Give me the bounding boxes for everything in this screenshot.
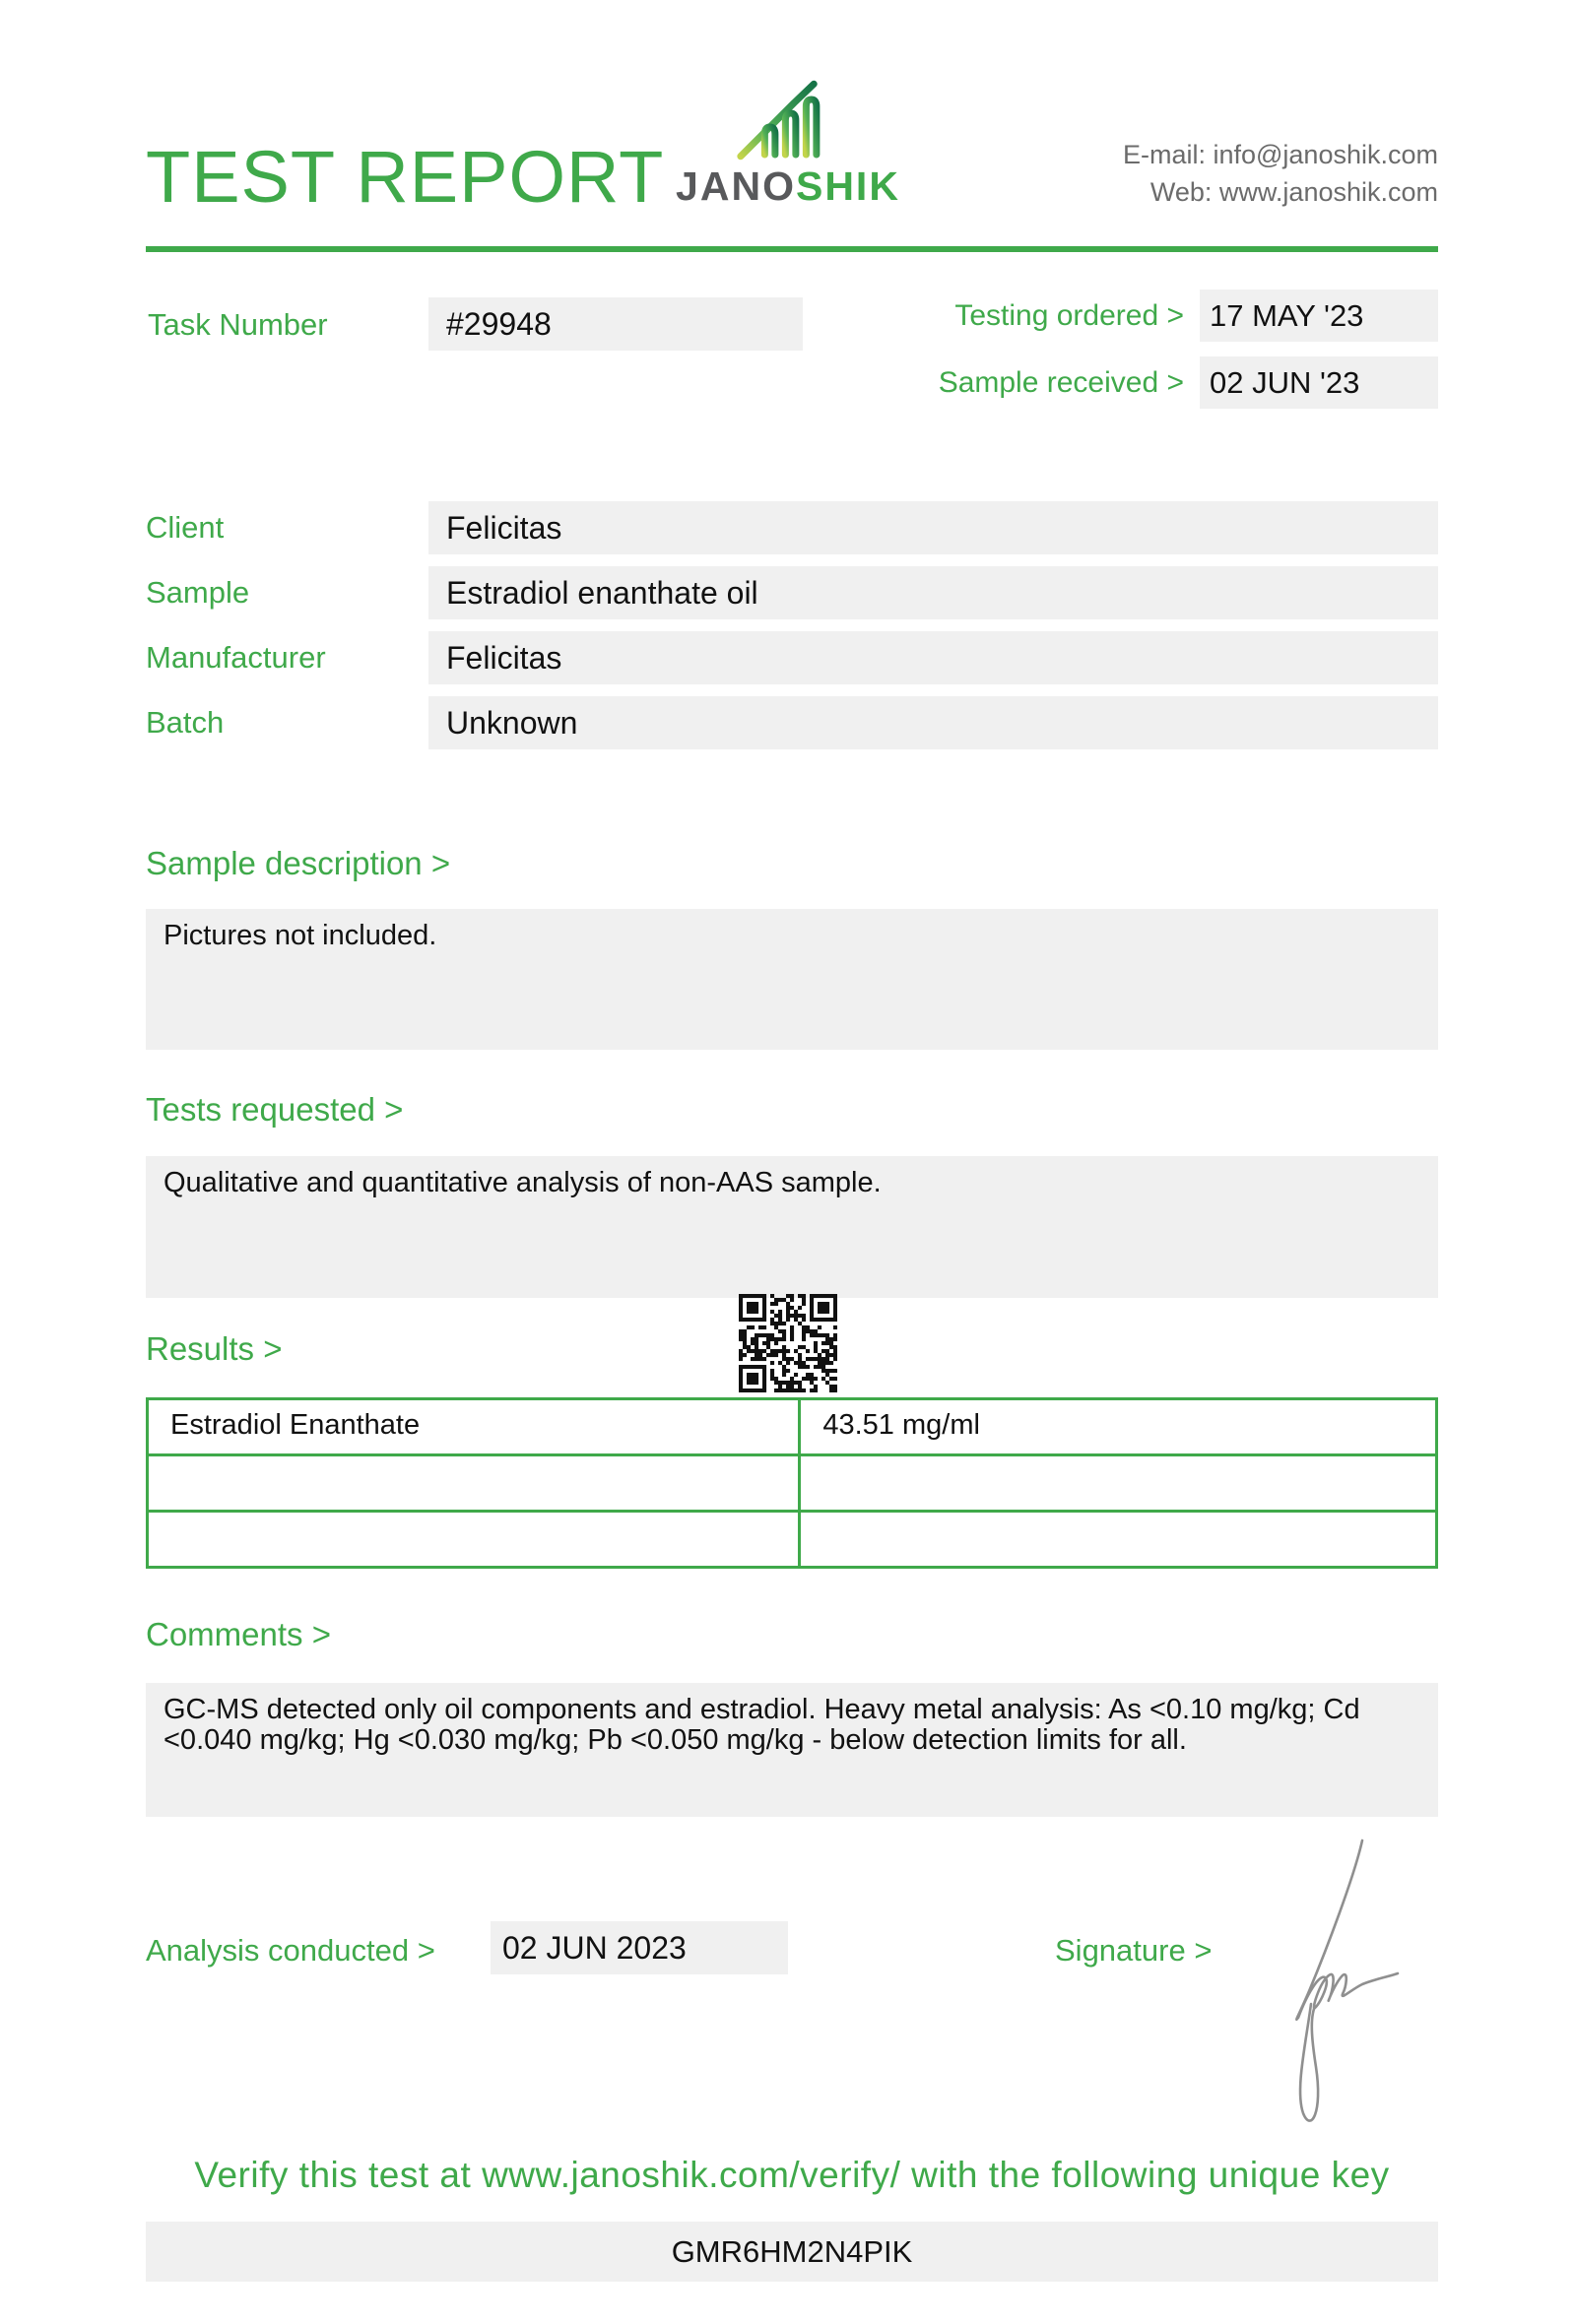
comments-heading: Comments > xyxy=(146,1616,331,1652)
analysis-date-value: 02 JUN 2023 xyxy=(491,1921,788,1974)
sample-description-body: Pictures not included. xyxy=(146,909,1438,1050)
batch-value: Unknown xyxy=(428,696,1438,749)
manufacturer-row xyxy=(146,631,1438,684)
verify-instruction: Verify this test at www.janoshik.com/verify/ with the following unique key xyxy=(194,2155,1390,2195)
client-value: Felicitas xyxy=(428,501,1438,554)
page-title: TEST REPORT xyxy=(146,136,665,218)
sample-received-value: 02 JUN '23 xyxy=(1200,356,1438,409)
batch-row xyxy=(146,696,1438,749)
info-fields xyxy=(146,501,1438,749)
result-name xyxy=(148,1455,800,1512)
sample-label: Sample xyxy=(146,575,250,610)
testing-ordered-row xyxy=(939,290,1438,342)
manufacturer-label: Manufacturer xyxy=(146,640,326,675)
result-name: Estradiol Enanthate xyxy=(148,1399,800,1455)
tests-requested-body: Qualitative and quantitative analysis of non-AAS sample. xyxy=(146,1156,1438,1298)
result-value xyxy=(800,1512,1437,1568)
comments-body: GC-MS detected only oil components and estradiol. Heavy metal analysis: As <0.10 mg/kg; Cd <0.040 mg/kg; Hg <0.030 mg/kg; Pb <0.050 mg/kg - below detection limits for all. xyxy=(146,1683,1438,1817)
table-row xyxy=(148,1455,1437,1512)
results-table xyxy=(146,1397,1438,1569)
meta-section xyxy=(146,252,1438,420)
task-number-label: Task Number xyxy=(148,307,328,342)
analysis-conducted-label: Analysis conducted > xyxy=(146,1933,435,1968)
header xyxy=(146,0,1438,252)
qr-code xyxy=(739,1294,837,1392)
logo-wordmark xyxy=(660,163,916,210)
testing-ordered-value: 17 MAY '23 xyxy=(1200,290,1438,342)
signature-label: Signature > xyxy=(1055,1933,1213,1968)
task-number-value: #29948 xyxy=(428,297,803,351)
contact-info xyxy=(1123,136,1438,211)
client-row xyxy=(146,501,1438,554)
contact-email: E-mail: info@janoshik.com xyxy=(1122,140,1438,169)
logo-shik: SHIK xyxy=(795,163,900,209)
results-section xyxy=(146,1298,1438,1569)
client-label: Client xyxy=(146,510,225,545)
sample-description-heading: Sample description > xyxy=(146,845,451,881)
logo-jano: JANO xyxy=(676,163,796,209)
sample-received-row xyxy=(939,356,1438,409)
table-row xyxy=(148,1512,1437,1568)
sample-received-label: Sample received > xyxy=(938,365,1184,399)
growth-chart-icon xyxy=(714,79,862,161)
results-heading: Results > xyxy=(146,1330,283,1367)
sample-value: Estradiol enanthate oil xyxy=(428,566,1438,619)
testing-ordered-label: Testing ordered > xyxy=(954,298,1184,332)
contact-web: Web: www.janoshik.com xyxy=(1149,177,1438,207)
footer-section xyxy=(146,1817,1438,2136)
table-row xyxy=(148,1399,1437,1455)
result-name xyxy=(148,1512,800,1568)
sample-row xyxy=(146,566,1438,619)
signature-image xyxy=(1283,1829,1426,2129)
batch-label: Batch xyxy=(146,705,225,740)
dates-block xyxy=(939,290,1438,409)
tests-requested-heading: Tests requested > xyxy=(146,1091,404,1128)
janoshik-logo xyxy=(660,79,916,210)
manufacturer-value: Felicitas xyxy=(428,631,1438,684)
result-value xyxy=(800,1455,1437,1512)
verify-key: GMR6HM2N4PIK xyxy=(146,2222,1438,2282)
result-value: 43.51 mg/ml xyxy=(800,1399,1437,1455)
